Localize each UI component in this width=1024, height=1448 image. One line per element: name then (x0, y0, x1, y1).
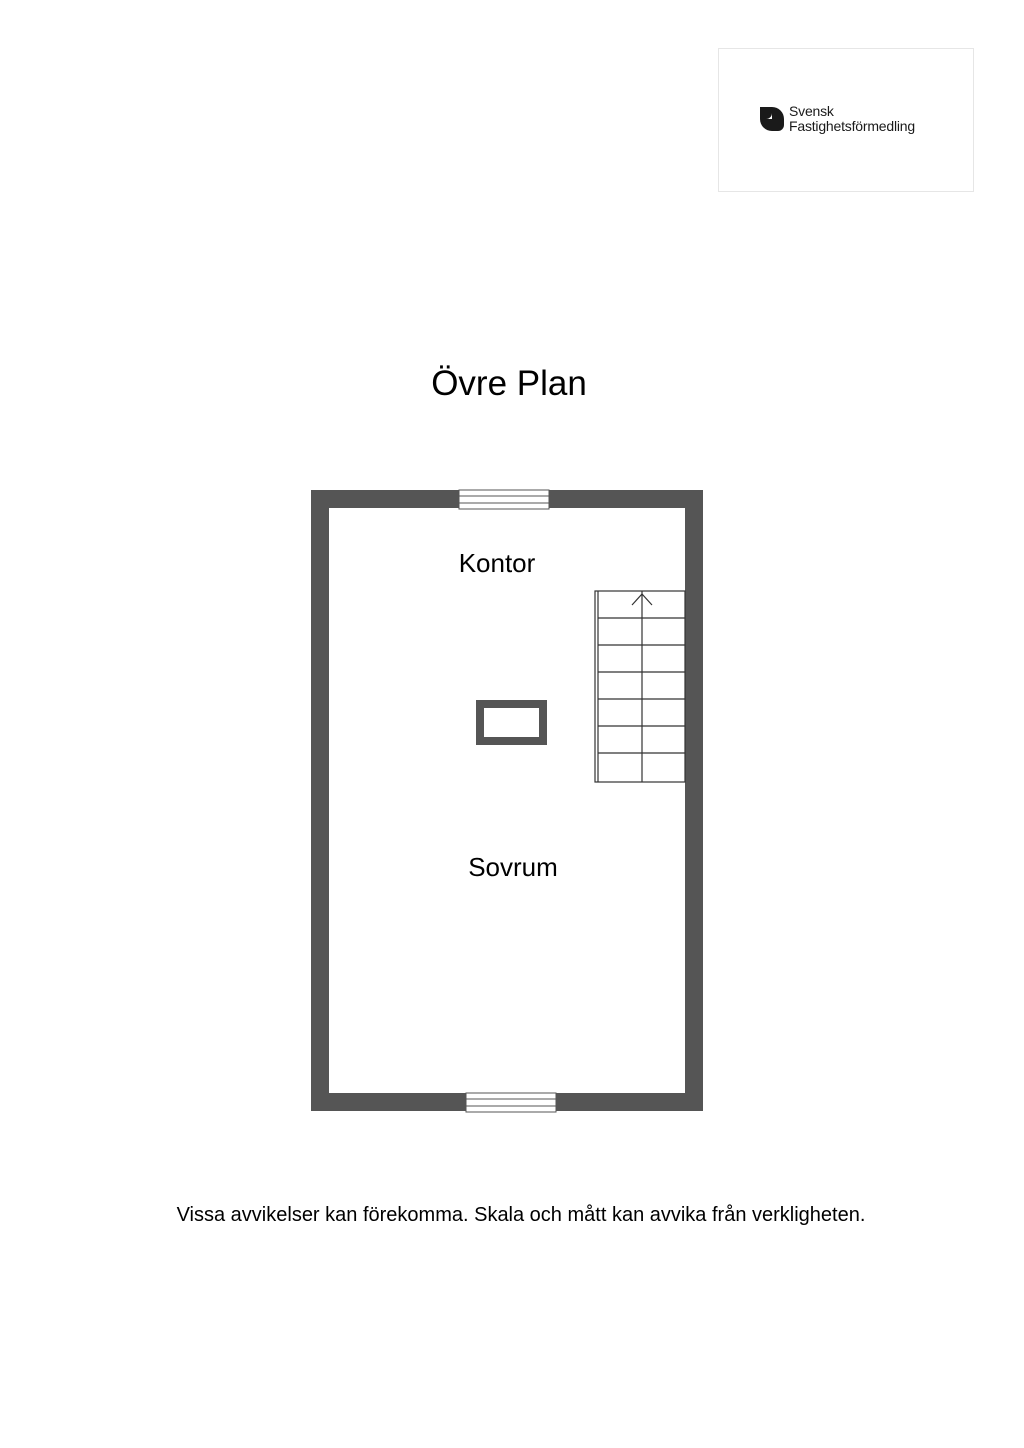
window-bottom (466, 1093, 556, 1112)
room-label-sovrum: Sovrum (468, 852, 558, 882)
staircase (595, 591, 685, 782)
window-top (459, 490, 549, 509)
brand-line-2: Fastighetsförmedling (789, 118, 915, 134)
brand-line-1: Svensk (789, 103, 834, 119)
chimney (480, 704, 543, 741)
floor-title: Övre Plan (431, 364, 587, 403)
disclaimer-note: Vissa avvikelser kan förekomma. Skala och mått kan avvika från verkligheten. (176, 1204, 866, 1226)
wall-outline (320, 499, 694, 1102)
walls (320, 499, 694, 1102)
room-label-kontor: Kontor (458, 548, 536, 578)
